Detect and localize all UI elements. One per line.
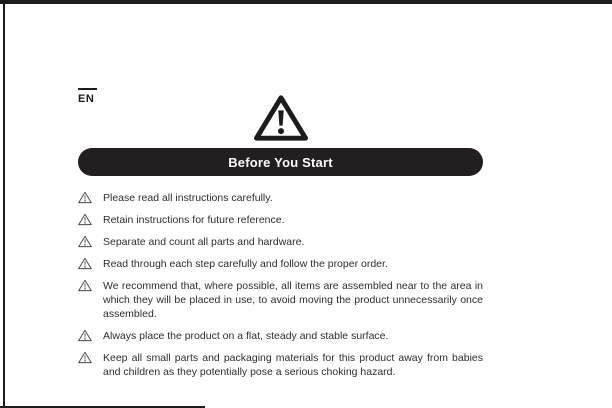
warning-triangle-bullet-icon	[78, 351, 92, 364]
section-banner	[78, 148, 483, 176]
language-label-overline	[78, 88, 97, 90]
list-item	[78, 329, 483, 343]
item-text: We recommend that, where possible, all items are assembled near to the area in which they will be placed in use, to avoid moving the product unnecessarily once assembled.	[103, 280, 483, 320]
warning-triangle-icon	[253, 94, 309, 142]
warning-triangle-bullet-icon	[78, 257, 92, 270]
warning-triangle-bullet-icon	[78, 235, 92, 248]
item-text: Always place the product on a flat, steady and stable surface.	[103, 330, 389, 342]
item-text: Retain instructions for future reference.	[103, 214, 285, 226]
instruction-list	[78, 191, 483, 387]
warning-triangle-bullet-icon	[78, 191, 92, 204]
list-item	[78, 257, 483, 271]
warning-triangle-bullet-icon	[78, 279, 92, 292]
list-item	[78, 351, 483, 379]
warning-triangle-bullet-icon	[78, 213, 92, 226]
page-border-left	[3, 0, 5, 408]
page-border-top	[0, 0, 612, 4]
item-text: Separate and count all parts and hardware.	[103, 236, 305, 248]
list-item	[78, 279, 483, 321]
list-item	[78, 213, 483, 227]
section-banner-title: Before You Start	[228, 154, 333, 170]
language-label	[78, 88, 97, 105]
list-item	[78, 235, 483, 249]
item-text: Please read all instructions carefully.	[103, 192, 273, 204]
list-item	[78, 191, 483, 205]
warning-triangle-bullet-icon	[78, 329, 92, 342]
language-code: EN	[78, 93, 95, 105]
item-text: Keep all small parts and packaging materials for this product away from babies and children as they potentially pose a serious choking hazard.	[103, 352, 483, 378]
item-text: Read through each step carefully and follow the proper order.	[103, 258, 388, 270]
